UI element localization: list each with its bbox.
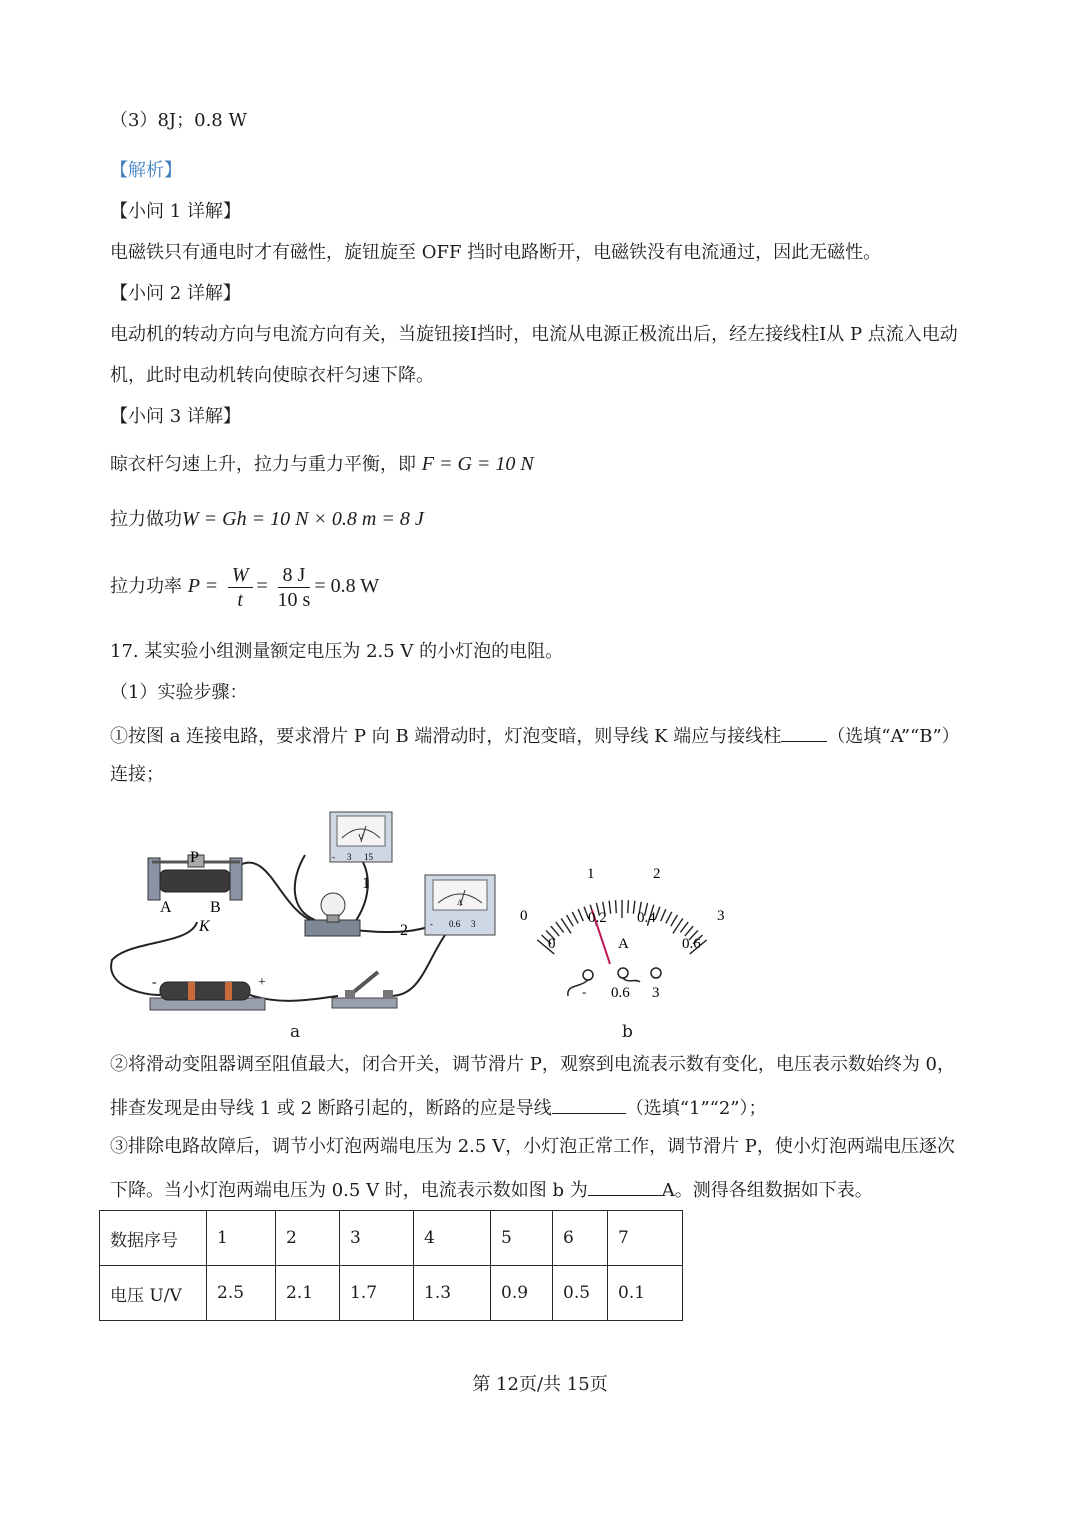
wire-label-2: 2: [400, 922, 408, 939]
page-footer: 第 12页/共 15页: [472, 1374, 608, 1395]
terminal-label-A: A: [160, 899, 172, 916]
ammeter-symbol: A: [457, 898, 463, 907]
ammeter-terminal-3: 3: [471, 919, 476, 929]
slider-label-P: P: [190, 849, 199, 866]
dial-tick: [556, 922, 564, 932]
table-cell: 7: [608, 1211, 683, 1266]
table-cell: 6: [553, 1211, 608, 1266]
upper-label-1: 1: [587, 866, 595, 882]
q3-line2-text: 拉力做功: [110, 509, 182, 530]
fraction-numerator: W: [228, 563, 253, 588]
q3-heading: 【小问 3 详解】: [110, 406, 241, 427]
q1-heading: 【小问 1 详解】: [110, 201, 241, 222]
table-cell: 2.5: [207, 1266, 276, 1321]
q3-line2: [110, 508, 424, 531]
q3-line2-formula: W = Gh = 10 N × 0.8 m = 8 J: [182, 508, 424, 530]
q3-line3-result: = 0.8 W: [314, 575, 380, 597]
answer-blank: [552, 1095, 626, 1114]
q17-title: 17. 某实验小组测量额定电压为 2.5 V 的小灯泡的电阻。: [110, 641, 564, 662]
answer-blank: [588, 1177, 662, 1196]
answer-3: （3）8J；0.8 W: [110, 110, 247, 131]
q17-step2-line2: [110, 1095, 767, 1120]
dial-tick: [616, 900, 617, 913]
lower-label-0.2: 0.2: [588, 910, 607, 926]
table-cell: 2: [276, 1211, 340, 1266]
q2-heading: 【小问 2 详解】: [110, 283, 241, 304]
dial-tick: [633, 901, 635, 914]
dial-tick: [551, 926, 559, 936]
q17-step3-line1: ③排除电路故障后，调节小灯泡两端电压为 2.5 V，小灯泡正常工作，调节滑片 P，使小灯泡两端电压逐次: [110, 1136, 955, 1157]
fraction-numerator: 8 J: [278, 563, 311, 588]
table-cell: 0.9: [491, 1266, 553, 1321]
q17-step2-hint: （选填“1”“2”）；: [625, 1098, 767, 1119]
dial-tick: [661, 909, 666, 921]
terminal-label-B: B: [210, 899, 221, 916]
answer-blank: [781, 723, 827, 742]
q17-step1-line2: 连接；: [110, 764, 164, 785]
ammeter-terminal-0.6: 0.6: [449, 919, 461, 929]
terminal-3: 3: [652, 985, 660, 1001]
table-cell: 2.1: [276, 1266, 340, 1321]
q17-step1-hint: （选填“A”“B”）: [827, 726, 960, 747]
q3-line3-text: 拉力功率: [110, 576, 188, 597]
table-cell: 电压 U/V: [100, 1266, 207, 1321]
dial-tick: [567, 915, 574, 926]
battery-plus: +: [258, 975, 266, 990]
q1-text: 电磁铁只有通电时才有磁性，旋钮旋至 OFF 挡时电路断开，电磁铁没有电流通过，因此无磁性。: [110, 242, 882, 263]
table-cell: 1: [207, 1211, 276, 1266]
q17-step3-text: 下降。当小灯泡两端电压为 0.5 V 时，电流表示数如图 b 为: [110, 1180, 588, 1201]
q17-step3-tail: A。测得各组数据如下表。: [661, 1180, 873, 1201]
ammeter-terminal-minus: -: [430, 919, 433, 929]
voltmeter-terminal-minus: -: [332, 852, 335, 862]
dial-tick: [609, 901, 611, 914]
fraction-denominator: 10 s: [277, 588, 311, 611]
q3-line1: [110, 453, 534, 476]
data-table: [99, 1210, 683, 1321]
dial-tick: [680, 922, 688, 932]
dial-tick: [671, 915, 678, 926]
fraction-W-over-t: [228, 563, 253, 612]
table-cell: 1.7: [340, 1266, 414, 1321]
table-cell: 数据序号: [100, 1211, 207, 1266]
table-cell: 1.3: [414, 1266, 491, 1321]
terminal-minus: -: [582, 984, 587, 999]
terminal-0.6: 0.6: [611, 985, 630, 1001]
fraction-8J-over-10s: [278, 563, 311, 612]
wire-end-label-K: K: [199, 918, 210, 935]
q3-line3: 拉力功率 P = $\frac{W}{t}$ = $\frac{8 J}{10 s}$ = 0.8 W: [110, 563, 380, 611]
fraction-denominator: t: [237, 588, 243, 611]
dial-tick: [685, 926, 693, 936]
upper-label-3: 3: [717, 908, 725, 924]
dial-tick: [655, 907, 659, 919]
table-cell: 0.5: [553, 1266, 608, 1321]
upper-label-2: 2: [653, 866, 661, 882]
q17-step1-line1: [110, 723, 960, 748]
lower-label-0: 0: [548, 936, 556, 952]
q2-text-line1: 电动机的转动方向与电流方向有关，当旋钮接I挡时，电流从电源正极流出后，经左接线柱I从 P 点流入电动: [110, 324, 958, 345]
battery-minus: -: [152, 975, 157, 990]
q3-line3-P: P =: [187, 575, 219, 597]
voltmeter-symbol: V: [358, 833, 364, 842]
wire-label-1: 1: [362, 875, 370, 892]
dial-tick: [628, 900, 629, 913]
figure-a-caption: a: [290, 1022, 301, 1042]
table-row: [100, 1211, 683, 1266]
figure-b-ammeter-dial: [510, 860, 740, 1010]
q3-line1-text: 晾衣杆匀速上升，拉力与重力平衡，即: [110, 454, 422, 475]
lower-label-0.4: 0.4: [637, 910, 656, 926]
q2-text-line2: 机，此时电动机转向使晾衣杆匀速下降。: [110, 365, 434, 386]
dial-tick: [578, 909, 583, 921]
table-cell: 4: [414, 1211, 491, 1266]
q17-step3-line2: [110, 1177, 873, 1202]
dial-tick: [572, 912, 578, 924]
lower-label-0.6: 0.6: [682, 936, 701, 952]
table-cell: 3: [340, 1211, 414, 1266]
table-cell: 0.1: [608, 1266, 683, 1321]
table-cell: 5: [491, 1211, 553, 1266]
voltmeter-terminal-15: 15: [364, 852, 373, 862]
q17-step1-text: ①按图 a 连接电路，要求滑片 P 向 B 端滑动时，灯泡变暗，则导线 K 端应与接线柱: [110, 726, 782, 747]
analysis-heading: 【解析】: [110, 160, 182, 181]
dial-tick: [666, 912, 672, 924]
q17-step-label: （1）实验步骤：: [110, 682, 248, 703]
figure-b-caption: b: [622, 1022, 633, 1042]
q17-step2-line1: ②将滑动变阻器调至阻值最大，闭合开关，调节滑片 P，观察到电流表示数有变化，电压表示数始终为 0，: [110, 1054, 956, 1075]
q3-line1-formula: F = G = 10 N: [421, 453, 534, 475]
figure-a-circuit: [100, 800, 520, 1020]
q17-step2-text: 排查发现是由导线 1 或 2 断路引起的，断路的应是导线: [110, 1098, 552, 1119]
voltmeter-terminal-3: 3: [347, 852, 352, 862]
unit-label-A: A: [618, 936, 629, 952]
table-row: [100, 1266, 683, 1321]
upper-label-0: 0: [520, 908, 528, 924]
